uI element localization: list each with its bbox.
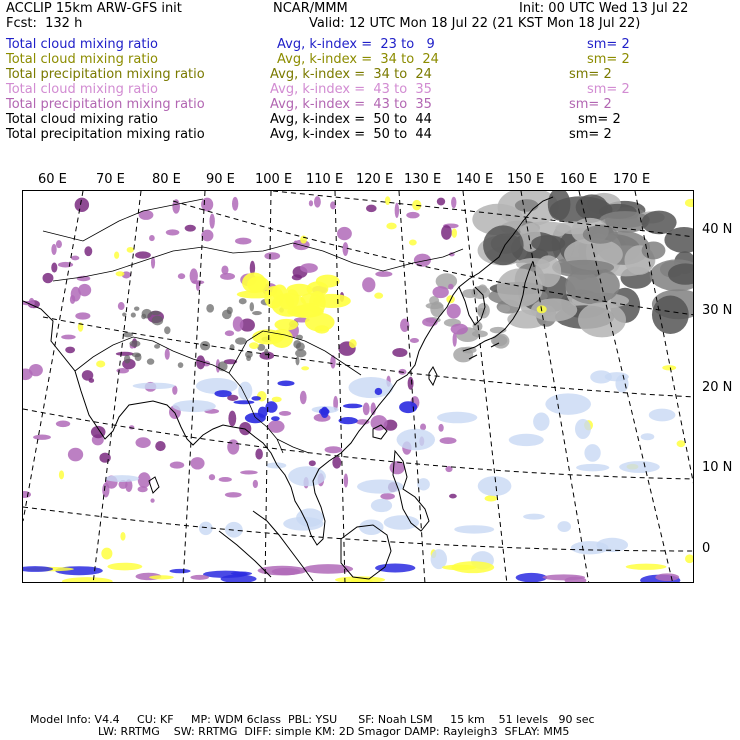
cloud-mid-blob [374, 293, 383, 299]
legend-field-avg: Avg, k-index = 23 to 9 [277, 37, 435, 52]
cloud-high-blob [43, 273, 54, 283]
cloud-upper-blob [132, 353, 141, 358]
cloud-band-blob [221, 575, 257, 583]
cloud-high-blob [375, 271, 392, 277]
cloud-high-blob [408, 377, 414, 390]
cloud-upper-blob [554, 260, 614, 275]
cloud-upper-blob [246, 355, 251, 361]
cloud-high-blob [150, 498, 154, 502]
cloud-mid-blob [685, 199, 694, 207]
cloud-mid-blob [120, 532, 125, 541]
cloud-mid-blob [247, 276, 269, 292]
cloud-mid-blob [249, 342, 259, 349]
cloud-high-blob [56, 240, 62, 248]
valid-time: Valid: 12 UTC Mon 18 Jul 22 (21 KST Mon 18 Jul 22) [309, 16, 641, 31]
cloud-high-blob [227, 439, 239, 454]
legend-field-name: Total precipitation mixing ratio [6, 127, 205, 142]
cloud-upper-blob [134, 307, 139, 311]
legend-field-smoothing: sm= 2 [587, 82, 630, 97]
cloud-high-blob [392, 348, 407, 357]
cloud-band-blob [626, 564, 667, 570]
cloud-low-blob [533, 412, 549, 430]
cloud-upper-blob [131, 313, 136, 318]
cloud-low-blob [437, 412, 477, 424]
forecast-hour: Fcst: 132 h [6, 16, 83, 31]
cloud-low-blob [523, 514, 545, 520]
lon-line-70 [23, 191, 83, 521]
cloud-mid-blob [386, 223, 396, 230]
cloud-low-blob [105, 475, 139, 482]
cloud-high-blob [170, 462, 184, 469]
cloud-high-blob [441, 225, 452, 240]
cloud-low-blob [133, 383, 175, 389]
cloud-upper-blob [154, 344, 160, 349]
cloud-mid-blob [315, 325, 330, 333]
cloud-low-blob [339, 417, 358, 424]
cloud-high-blob [279, 411, 291, 416]
cloud-high-blob [165, 348, 170, 359]
cloud-low-blob [357, 480, 404, 494]
legend-field-avg: Avg, k-index = 34 to 24 [277, 52, 439, 67]
cloud-high-blob [78, 284, 91, 297]
cloud-low-blob [214, 390, 231, 397]
cloud-high-blob [366, 205, 377, 213]
cloud-mid-blob [114, 252, 119, 259]
cloud-high-blob [192, 280, 204, 284]
cloud-high-blob [232, 197, 238, 211]
cloud-high-blob [138, 486, 148, 492]
cloud-band-blob [169, 569, 190, 573]
cloud-upper-blob [227, 307, 233, 314]
cloud-mid-blob [385, 196, 391, 205]
cloud-mid-blob [685, 554, 694, 563]
cloud-high-blob [89, 378, 94, 383]
cloud-high-blob [233, 316, 244, 331]
cloud-low-blob [343, 404, 362, 409]
cloud-high-blob [440, 437, 457, 444]
cloud-high-blob [264, 252, 280, 260]
cloud-mid-blob [349, 339, 357, 348]
cloud-mid-blob [662, 365, 676, 370]
cloud-high-blob [58, 262, 73, 268]
cloud-band-blob [62, 577, 113, 583]
cloud-upper-blob [498, 304, 510, 312]
legend-field-avg: Avg, k-index = 43 to 35 [270, 97, 432, 112]
cloud-high-blob [406, 212, 419, 218]
map-panel [22, 190, 694, 583]
lat-label: 30 N [702, 303, 733, 318]
cloud-upper-blob [235, 337, 246, 344]
init-time: Init: 00 UTC Wed 13 Jul 22 [519, 1, 689, 16]
cloud-band-blob [190, 575, 209, 580]
cloud-high-blob [135, 437, 150, 448]
legend-field-smoothing: sm= 2 [587, 37, 630, 52]
cloud-high-blob [51, 244, 56, 255]
cloud-high-blob [253, 480, 258, 488]
cloud-low-blob [296, 508, 324, 526]
cloud-high-blob [178, 273, 185, 279]
cloud-low-blob [384, 515, 419, 529]
cloud-mid-blob [96, 360, 105, 367]
cloud-upper-blob [129, 340, 140, 347]
cloud-high-blob [220, 273, 235, 280]
cloud-upper-blob [239, 298, 247, 304]
cloud-upper-blob [147, 358, 154, 364]
cloud-high-blob [221, 265, 228, 274]
cloud-low-blob [641, 433, 655, 440]
legend-field-smoothing: sm= 2 [569, 127, 612, 142]
cloud-high-blob [61, 335, 76, 340]
map-canvas [23, 191, 694, 583]
cloud-low-blob [271, 416, 280, 421]
cloud-high-blob [380, 493, 395, 500]
cloud-low-blob [277, 381, 294, 387]
cloud-mid-blob [309, 291, 326, 315]
cloud-mid-blob [116, 271, 125, 276]
cloud-mid-blob [127, 247, 134, 253]
lat-label: 10 N [702, 460, 733, 475]
legend-field-name: Total precipitation mixing ratio [6, 97, 205, 112]
cloud-band-blob [375, 563, 415, 572]
cloud-mid-blob [300, 236, 307, 244]
cloud-high-blob [356, 419, 370, 425]
legend-field-smoothing: sm= 2 [569, 97, 612, 112]
cloud-high-blob [118, 302, 125, 310]
lon-label: 120 E [356, 172, 394, 187]
cloud-high-blob [149, 235, 155, 241]
cloud-low-blob [319, 408, 330, 415]
cloud-high-blob [337, 227, 352, 240]
cloud-high-blob [395, 203, 399, 218]
legend-field-smoothing: sm= 2 [578, 112, 621, 127]
cloud-upper-blob [531, 235, 565, 251]
cloud-upper-blob [295, 356, 299, 365]
cloud-upper-blob [124, 355, 130, 364]
model-info-line1: Model Info: V4.4 CU: KF MP: WDM 6class PBL: YSU SF: Noah LSM 15 km 51 levels 90 sec [30, 713, 595, 726]
cloud-upper-blob [151, 311, 161, 315]
lon-label: 60 E [38, 172, 67, 187]
cloud-upper-blob [178, 362, 184, 368]
cloud-high-blob [325, 446, 343, 453]
cloud-upper-blob [123, 332, 134, 337]
legend-field-name: Total precipitation mixing ratio [6, 67, 205, 82]
cloud-high-blob [437, 198, 445, 206]
cloud-upper-blob [164, 326, 170, 334]
cloud-low-blob [576, 464, 609, 472]
cloud-mid-blob [485, 495, 498, 501]
cloud-low-blob [238, 382, 252, 400]
cloud-low-blob [454, 525, 494, 533]
border-interior [75, 337, 255, 417]
cloud-high-blob [300, 391, 307, 404]
cloud-band-blob [542, 574, 585, 580]
cloud-high-blob [23, 491, 31, 498]
cloud-mid-blob [272, 397, 282, 403]
cloud-low-blob [349, 377, 394, 398]
cloud-low-blob [199, 522, 213, 535]
cloud-upper-blob [578, 302, 626, 337]
legend-field-avg: Avg, k-index = 43 to 35 [270, 82, 432, 97]
cloud-high-blob [138, 472, 151, 488]
cloud-shading [23, 191, 694, 583]
cloud-upper-blob [250, 302, 254, 311]
cloud-low-blob [509, 434, 544, 446]
cloud-low-blob [557, 521, 571, 532]
cloud-low-blob [399, 401, 417, 413]
cloud-high-blob [29, 298, 35, 308]
cloud-low-blob [359, 519, 383, 535]
cloud-high-blob [75, 198, 89, 212]
cloud-high-blob [309, 460, 316, 466]
cloud-high-blob [135, 251, 151, 258]
cloud-high-blob [448, 284, 454, 290]
cloud-low-blob [375, 388, 383, 395]
cloud-upper-blob [122, 312, 126, 316]
cloud-high-blob [75, 312, 90, 319]
cloud-mid-blob [677, 440, 686, 447]
cloud-high-blob [300, 263, 318, 273]
cloud-upper-blob [252, 311, 262, 315]
cloud-low-blob [571, 541, 609, 554]
cloud-high-blob [432, 286, 448, 298]
cloud-high-blob [451, 197, 456, 209]
cloud-high-blob [56, 420, 70, 427]
cloud-upper-blob [206, 304, 214, 313]
cloud-high-blob [225, 330, 234, 336]
cloud-mid-blob [275, 319, 299, 331]
cloud-low-blob [225, 522, 243, 538]
cloud-low-blob [649, 409, 676, 422]
cloud-mid-blob [101, 548, 112, 560]
cloud-band-blob [451, 561, 494, 573]
cloud-high-blob [225, 492, 242, 497]
lon-label: 140 E [456, 172, 494, 187]
coastline-srilanka [149, 477, 159, 493]
cloud-high-blob [155, 441, 165, 451]
lon-label: 170 E [613, 172, 651, 187]
cloud-upper-blob [483, 225, 524, 265]
cloud-high-blob [65, 347, 75, 354]
legend-field-name: Total cloud mixing ratio [6, 52, 159, 67]
cloud-band-blob [516, 573, 547, 582]
cloud-mid-blob [59, 470, 64, 479]
cloud-band-blob [107, 563, 142, 571]
cloud-low-blob [619, 461, 660, 473]
cloud-high-blob [255, 449, 263, 460]
cloud-band-blob [149, 575, 174, 579]
cloud-high-blob [185, 225, 196, 232]
cloud-low-blob [478, 476, 512, 496]
cloud-upper-blob [492, 334, 509, 349]
lon-label: 110 E [306, 172, 344, 187]
cloud-high-blob [344, 474, 348, 488]
cloud-high-blob [390, 461, 405, 474]
cloud-high-blob [190, 457, 204, 469]
cloud-low-blob [258, 407, 268, 418]
cloud-mid-blob [409, 239, 417, 245]
legend-field-name: Total cloud mixing ratio [6, 112, 159, 127]
cloud-high-blob [228, 411, 236, 427]
cloud-upper-blob [515, 199, 539, 212]
lat-label: 40 N [702, 222, 733, 237]
model-title: ACCLIP 15km ARW-GFS init [6, 1, 182, 16]
cloud-mid-blob [452, 228, 457, 238]
cloud-high-blob [362, 277, 375, 292]
cloud-high-blob [68, 448, 83, 462]
cloud-high-blob [71, 256, 79, 261]
lon-label: 70 E [96, 172, 125, 187]
cloud-low-blob [251, 396, 261, 401]
cloud-high-blob [314, 196, 321, 207]
cloud-low-blob [172, 400, 215, 412]
cloud-high-blob [438, 424, 443, 432]
cloud-high-blob [209, 474, 215, 480]
cloud-high-blob [451, 324, 468, 335]
cloud-high-blob [235, 238, 252, 245]
cloud-high-blob [410, 338, 419, 343]
cloud-high-blob [449, 494, 457, 499]
legend-field-avg: Avg, k-index = 34 to 24 [270, 67, 432, 82]
lat-label: 20 N [702, 380, 733, 395]
cloud-upper-blob [152, 316, 163, 326]
cloud-mid-blob [271, 329, 293, 348]
legend-field-name: Total cloud mixing ratio [6, 37, 159, 52]
cloud-high-blob [166, 229, 180, 235]
cloud-mid-blob [301, 366, 309, 370]
legend-field-smoothing: sm= 2 [587, 52, 630, 67]
cloud-band-blob [655, 573, 679, 581]
cloud-low-blob [233, 400, 254, 404]
cloud-upper-blob [295, 349, 306, 357]
legend-field-avg: Avg, k-index = 50 to 44 [270, 112, 432, 127]
cloud-high-blob [453, 332, 457, 346]
cloud-low-blob [371, 499, 392, 512]
cloud-high-blob [363, 403, 370, 416]
cloud-mid-blob [271, 293, 306, 317]
cloud-high-blob [309, 200, 313, 206]
cloud-low-blob [584, 444, 600, 462]
cloud-upper-blob [264, 349, 268, 357]
legend-field-smoothing: sm= 2 [569, 67, 612, 82]
cloud-high-blob [84, 246, 92, 256]
lon-label: 130 E [404, 172, 442, 187]
lon-label: 90 E [206, 172, 235, 187]
cloud-high-blob [240, 470, 258, 474]
cloud-high-blob [219, 477, 232, 482]
cloud-high-blob [33, 435, 51, 440]
lon-label: 160 E [560, 172, 598, 187]
cloud-high-blob [343, 242, 349, 256]
cloud-low-blob [288, 466, 326, 486]
legend-field-avg: Avg, k-index = 50 to 44 [270, 127, 432, 142]
cloud-upper-blob [641, 211, 676, 235]
legend-field-name: Total cloud mixing ratio [6, 82, 159, 97]
cloud-low-blob [590, 370, 612, 383]
center-label: NCAR/MMM [273, 1, 348, 16]
cloud-high-blob [209, 214, 214, 229]
lon-label: 100 E [255, 172, 293, 187]
cloud-high-blob [116, 352, 134, 356]
lat-label: 0 [702, 541, 711, 556]
cloud-upper-blob [200, 341, 210, 351]
cloud-low-blob [575, 419, 591, 439]
lon-label: 150 E [507, 172, 545, 187]
cloud-upper-blob [141, 314, 146, 320]
cloud-upper-blob [535, 255, 561, 287]
cloud-low-blob [545, 393, 591, 415]
model-info-line2: LW: RRTMG SW: RRTMG DIFF: simple KM: 2D Smagor DAMP: Rayleigh3 SFLAY: MM5 [98, 725, 570, 738]
cloud-high-blob [51, 262, 57, 272]
cloud-high-blob [447, 304, 461, 319]
lon-label: 80 E [152, 172, 181, 187]
